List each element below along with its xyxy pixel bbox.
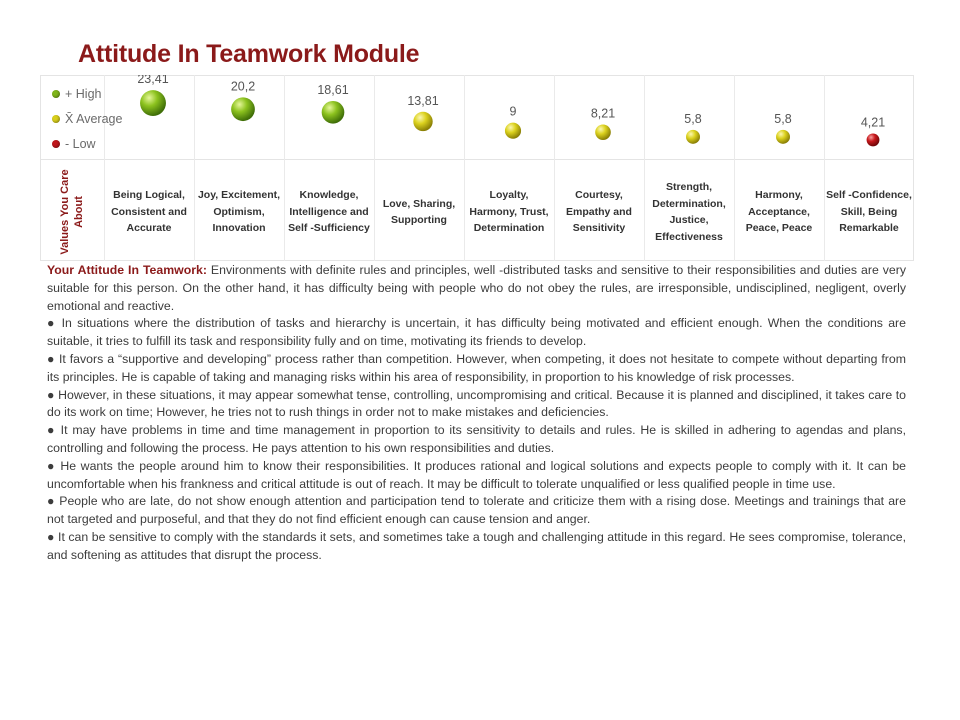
category-label-text [826, 187, 912, 237]
category-label-line: Empathy and [566, 205, 632, 218]
category-label-6 [554, 165, 644, 259]
category-label-9 [824, 165, 914, 259]
category-label-line: Courtesy, [575, 189, 623, 202]
data-label-9: 4,21 [860, 115, 886, 130]
data-label-5: 9 [509, 104, 517, 119]
page-title: Attitude In Teamwork Module [78, 40, 420, 68]
category-label-line: Sensitivity [572, 222, 626, 235]
category-label-line: Self -Sufficiency [288, 222, 370, 235]
lead-text: Environments with definite rules and principles, well -distributed tasks and sensitive to their responsibilities and duties are very suitable for this person. On the other hand, it has difficulty being with people who do not obey the rules, are irresponsible, undisciplined, negligent, overly emotional and reactive. [47, 263, 906, 313]
category-label-line: Joy, Excitement, [197, 189, 281, 202]
category-label-line: Strength, [665, 181, 713, 193]
legend-dot-high-icon [52, 90, 60, 98]
legend-item-average [52, 106, 152, 131]
category-label-line: Loyalty, [489, 189, 529, 202]
axis-label [42, 164, 102, 260]
axis-label-text [58, 169, 86, 254]
category-label-4 [374, 165, 464, 259]
axis-label-line-1: Values You Care [59, 169, 71, 255]
category-label-1 [104, 165, 194, 259]
lead-paragraph [47, 262, 906, 315]
category-label-text [111, 187, 187, 237]
values-chart [40, 75, 914, 261]
bullet-5: ● He wants the people around him to know their responsibilities. It produces rational and logical solutions and expects people to comply with it. It can be uncomfortable when his frankness and critical attitude is out of reach. It may be difficult to tolerate unqualified or less qualified people in time use. [47, 458, 906, 491]
category-label-text [746, 187, 813, 237]
data-label-1: 23,41 [137, 75, 169, 87]
data-point-6 [595, 124, 611, 140]
category-label-line: Effectiveness [655, 230, 723, 243]
data-point-7 [686, 130, 700, 144]
data-label-3: 18,61 [317, 82, 349, 97]
category-label-text [652, 179, 726, 245]
data-label-4: 13,81 [407, 93, 439, 108]
bullet-4: ● It may have problems in time and time management in proportion to its sensitivity to details and rules. He is skilled in adhering to agendas and plans, controlling and following the process. He pays attention to his own responsibilities and duties. [47, 423, 906, 455]
category-label-2 [194, 165, 284, 259]
category-label-line: Innovation [212, 222, 266, 235]
category-label-text [288, 187, 370, 237]
category-label-line: Peace, Peace [745, 222, 813, 235]
category-label-3 [284, 165, 374, 259]
category-label-text [198, 187, 280, 237]
category-label-line: Accurate [126, 222, 172, 235]
legend-label-high: + High [65, 86, 102, 101]
data-point-4 [413, 112, 432, 131]
category-label-line: Knowledge, [299, 189, 359, 202]
category-label-line: Determination, [652, 197, 726, 210]
bullet-6: ● People who are late, do not show enough attention and participation tend to tolerate and criticize them with a rising dose. Meetings and trainings that are not targeted and purposeful, and that they do not find efficient enough can cause tension and anger. [47, 494, 906, 527]
category-label-line: Remarkable [839, 222, 899, 235]
data-point-3 [322, 101, 345, 124]
category-label-line: Consistent and [111, 205, 187, 218]
data-point-9 [867, 133, 880, 146]
data-point-5 [505, 123, 521, 139]
data-label-6: 8,21 [590, 106, 616, 121]
category-label-line: Harmony, [755, 189, 803, 202]
category-label-line: Skill, Being [840, 205, 898, 218]
category-label-line: Justice, [669, 214, 709, 226]
category-label-line: Supporting [390, 214, 447, 226]
category-label-5 [464, 165, 554, 259]
attitude-description [47, 262, 906, 565]
legend-label-low: - Low [65, 136, 96, 151]
legend-item-high [52, 81, 152, 106]
axis-label-line-2: About [73, 196, 85, 228]
data-point-8 [776, 130, 790, 144]
bullet-3: ● However, in these situations, it may appear somewhat tense, controlling, uncompromising and critical. Because it is planned and disciplined, it takes care to do its work on time; However, he tries not to rush things in order not to make mistakes and deficiencies. [47, 387, 906, 420]
legend-dot-low-icon [52, 140, 60, 148]
chart-legend [52, 81, 152, 156]
category-label-line: Determination [473, 222, 545, 235]
data-point-2 [231, 97, 255, 121]
legend-item-low [52, 131, 152, 156]
category-label-line: Acceptance, [748, 205, 810, 218]
bullet-2: ● It favors a “supportive and developing” process rather than competition. However, when competing, it does not hesitate to compete without departing from its principles. He is capable of taking and managing risks within his area of responsibility, in proportion to his knowledge of risk processes. [47, 351, 906, 384]
lead-label: Your Attitude In Teamwork: [47, 263, 207, 277]
category-label-line: Optimism, [213, 205, 265, 218]
category-label-text [469, 187, 548, 237]
data-label-7: 5,8 [684, 111, 702, 126]
legend-label-average: X̄ Average [65, 111, 123, 126]
category-label-7 [644, 165, 734, 259]
legend-dot-average-icon [52, 115, 60, 123]
category-label-line: Harmony, Trust, [469, 205, 549, 218]
bullet-1: ● In situations where the distribution of tasks and hierarchy is uncertain, it has difficulty being motivated and efficient enough. When the conditions are suitable, it tries to fulfill its task and responsibility fully and on time, motivating its friends to develop. [47, 316, 906, 349]
category-label-text [383, 196, 455, 229]
category-label-text [566, 187, 632, 237]
data-label-8: 5,8 [774, 111, 792, 126]
category-label-line: Self -Confidence, [826, 189, 912, 202]
data-label-2: 20,2 [230, 79, 256, 94]
bullet-7: ● It can be sensitive to comply with the standards it sets, and sometimes take a tough and challenging attitude in this regard. He sees compromise, tolerance, and softening as attitudes that disrupt the process. [47, 529, 906, 562]
category-label-line: Intelligence and [289, 205, 369, 218]
category-label-8 [734, 165, 824, 259]
category-label-line: Love, Sharing, [382, 197, 456, 210]
category-label-line: Being Logical, [113, 189, 185, 202]
